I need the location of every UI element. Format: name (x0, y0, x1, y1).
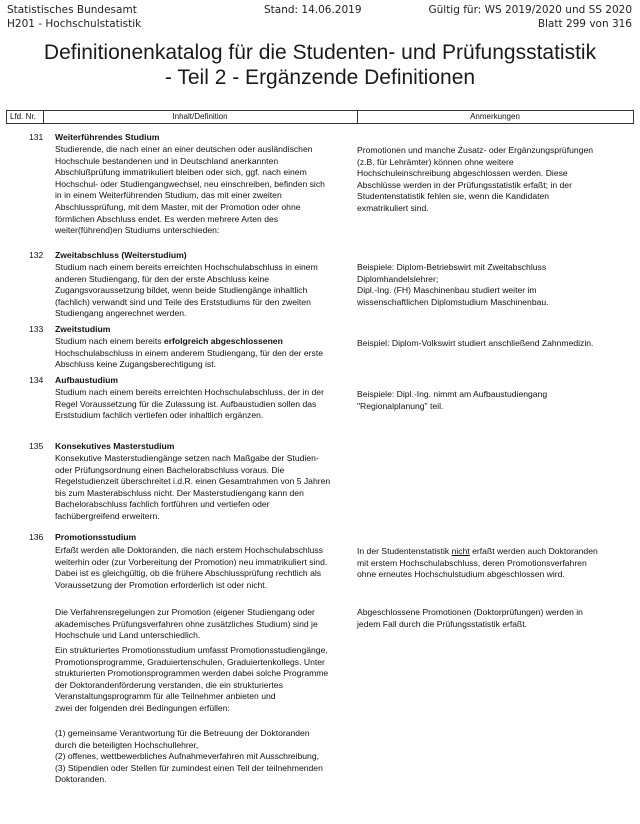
entry-remark: Beispiel: Diplom-Volkswirt studiert anschließend Zahnmedizin. (357, 338, 594, 348)
entry-text: Konsekutive Masterstudiengänge setzen nach Maßgabe der Studien- oder Prüfungsordnung einen Bachelorabschluss voraus. Die Regelstudienzeit überschreitet i.d.R. einen Gesamtrahmen von 5 Jahren bis zum Masterabschluss nicht. Der Masterstudiengang kann den Bachelorabschluss fachlich fortführen und vertiefen oder fachübergreifend erweitern. (55, 453, 331, 521)
entry-text: Studium nach einem bereits erfolgreich abgeschlossenen Hochschulabschluss in einem anderem Studiengang, für den der erste Abschluss keine Zugangsberechtigung ist. (55, 336, 323, 370)
table-column-header (6, 110, 634, 124)
entry-remark: In der Studentenstatistik nicht erfaßt werden auch Doktoranden mit erstem Hochschulabschluss, deren Promotionsverfahren ohne erneutes Hochschulstudium abgeschlossen wird. (357, 546, 598, 580)
entry-number: 131 (29, 132, 44, 142)
entry-text: Die Verfahrensregelungen zur Promotion (eigener Studiengang oder akademisches Prüfungsverfahren ohne zusätzliches Studium) sind je Hochschule und Land unterschiedlich. (55, 607, 318, 641)
entry-text: Ein strukturiertes Promotionsstudium umfasst Promotionsstudiengänge, Promotionsprogramme, Graduiertenschulen, Graduiertenkollegs. Unter strukturierten Promotionsprogrammen werden dabei solche Programme der Doktorandenförderung verstanden, die ein strukturiertes Veranstaltungsprogramm für alle Teilnehmer anbieten und zwei der folgenden drei Bedingungen erfüllen: (55, 645, 329, 713)
entry-text: Studium nach einem bereits erreichten Hochschulabschluss, der in der Regel Voraussetzung für die Zulassung ist. Aufbaustudien sollen das Erststudium fachlich vertiefen oder inhaltlich ergänzen. (55, 387, 324, 421)
entry-number: 132 (29, 250, 44, 260)
entry-title: Promotionsstudium (55, 532, 137, 542)
entry-remark: Beispiele: Dipl.-Ing. nimmt am Aufbaustudiengang "Regionalplanung" teil. (357, 389, 548, 411)
publisher-name: Statistisches Bundesamt (7, 4, 137, 16)
entry-text: Studierende, die nach einer an einer deutschen oder ausländischen Hochschule bestandenen und in Deutschland anerkannten Abschlußprüfung immatrikuliert bleiben oder sich, ggf. nach einem Hochschul- oder Studiengangwechsel, neu einschreiben, befinden sich in in einem Weiterführenden Studium, das mit einer zweiten Abschlussprüfung, mit dem Master, mit der Promotion oder ohne förmlichen Abschluss endet. Es werden mehrere Arten des weiter(führend)en Studiums unterschieden: (55, 144, 325, 236)
sheet-number: Blatt 299 von 316 (537, 18, 632, 30)
entry-number: 134 (29, 375, 44, 385)
column-nr: Lfd. Nr. (10, 112, 36, 121)
entry-title: Aufbaustudium (55, 375, 119, 385)
entry-text: (1) gemeinsame Verantwortung für die Betreuung der Doktoranden durch die beteiligten Hochschullehrer, (2) offenes, wettbewerbliches Aufnahmeverfahren mit Ausschreibung, (3) Stipendien oder Stellen für zumindest einen Teil der teilnehmenden Doktoranden. (55, 728, 323, 785)
column-inhalt: Inhalt/Definition (172, 112, 228, 121)
entry-text: Erfaßt werden alle Doktoranden, die nach erstem Hochschulabschluss weiterhin oder (zur Vorbereitung der Promotion) neu immatrikuliert sind. Dabei ist es gleichgültig, ob die frühere Abschlussprüfung rechtlich als Voraussetzung der Promotion erforderlich ist oder nicht. (55, 545, 328, 590)
entry-remark: Abgeschlossene Promotionen (Doktorprüfungen) werden in jedem Fall durch die Prüfungsstatistik erfaßt. (357, 607, 583, 629)
entry-remark: Promotionen und manche Zusatz- oder Ergänzungsprüfungen (z.B. für Lehrämter) können ohne weitere Hochschuleinschreibung abgeschlossen werden. Diese Abschlüsse werden in der Prüfungsstatistik erfaßt; in der Studentenstatistik fehlen sie, wenn die Kandidaten exmatrikuliert sind. (357, 145, 593, 213)
valid-for: Gültig für: WS 2019/2020 und SS 2020 (428, 4, 632, 16)
entry-text: Studium nach einem bereits erreichten Hochschulabschluss in einem anderen Studiengang, für den der erste Abschluss keine Zugangsvoraussetzung bildet, wenn beide Studiengänge inhaltlich (fachlich) verwandt sind und Teile des Erststudiums für den zweiten Studiengang angerechnet werden. (55, 262, 318, 319)
title-line-2: - Teil 2 - Ergänzende Definitionen (164, 66, 476, 89)
entry-remark: Beispiele: Diplom-Betriebswirt mit Zweitabschluss Diplomhandelslehrer; Dipl.-Ing. (FH) Maschinenbau studiert weiter im wissenschaftlichen Diplomstudium Maschinenbau. (357, 262, 549, 307)
publication-code: H201 - Hochschulstatistik (7, 18, 142, 30)
title-line-1: Definitionenkatalog für die Studenten- und Prüfungsstatistik (43, 41, 597, 64)
entry-title: Konsekutives Masterstudium (55, 441, 175, 451)
entry-number: 136 (29, 532, 44, 542)
page-header (7, 3, 632, 33)
entry-title: Zweitstudium (55, 324, 111, 334)
column-anmerkungen: Anmerkungen (470, 112, 520, 121)
entry-title: Zweitabschluss (Weiterstudium) (55, 250, 187, 260)
document-title (0, 40, 640, 90)
entry-number: 133 (29, 324, 44, 334)
publisher (7, 3, 141, 31)
stand-date: Stand: 14.06.2019 (264, 4, 362, 16)
entry-number: 135 (29, 441, 44, 451)
validity-info (428, 3, 632, 31)
entry-title: Weiterführendes Studium (55, 132, 160, 142)
